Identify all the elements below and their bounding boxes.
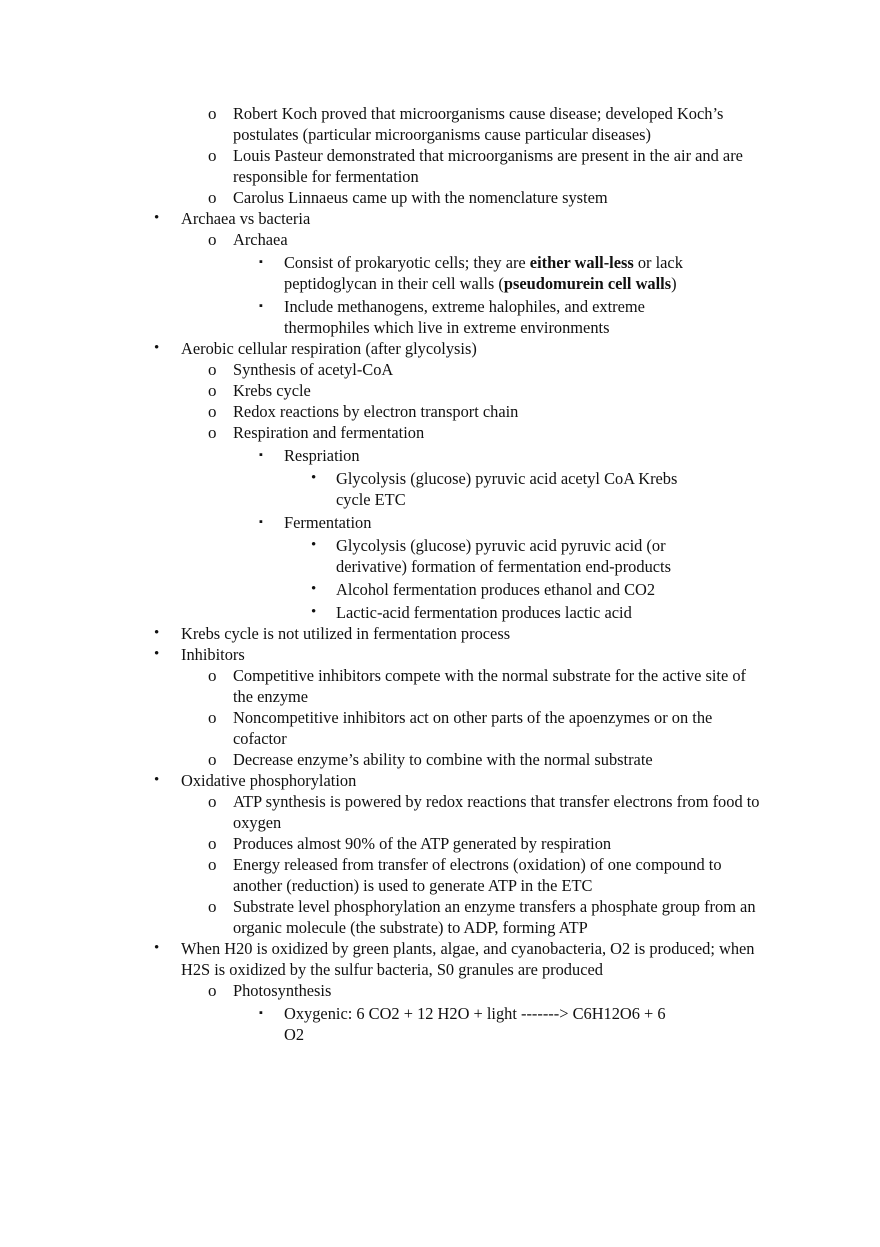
circle-bullet-icon: o [208,981,217,1000]
outline-item-level-2 [208,103,763,145]
dot-bullet-icon: • [311,581,317,597]
dot-bullet-icon: • [311,604,317,620]
circle-bullet-icon: o [208,402,217,421]
circle-bullet-icon: o [208,750,217,769]
outline-item-level-2 [208,665,763,707]
outline-item-level-4 [311,468,706,510]
outline-item-level-2 [208,380,763,401]
outline-item-text: Inhibitors [181,645,245,664]
outline-item-text: ATP synthesis is powered by redox reactions that transfer electrons from food to oxygen [233,792,760,832]
square-bullet-icon: ▪ [259,449,263,461]
outline-item-level-3 [259,1003,684,1045]
circle-bullet-icon: o [208,381,217,400]
outline-item-text: Oxygenic: 6 CO2 + 12 H2O + light -------> C6H12O6 + 6 O2 [284,1004,666,1044]
outline-item-level-1 [154,644,761,665]
outline-item-text: Redox reactions by electron transport chain [233,402,519,421]
text-run: Consist of prokaryotic cells; they are [284,253,530,272]
outline-item-level-3 [259,252,684,294]
outline-item-text: Aerobic cellular respiration (after glycolysis) [181,339,477,358]
circle-bullet-icon: o [208,423,217,442]
outline-item-level-1 [154,208,761,229]
square-bullet-icon: ▪ [259,1007,263,1019]
square-bullet-icon: ▪ [259,300,263,312]
outline-item-text: Archaea vs bacteria [181,209,311,228]
outline-item-text: Fermentation [284,513,372,532]
outline-item-level-2 [208,896,763,938]
outline-item-text: Lactic-acid fermentation produces lactic acid [336,603,632,622]
outline-item-text: Carolus Linnaeus came up with the nomenclature system [233,188,608,207]
outline-item-level-1 [154,770,761,791]
bold-term: pseudomurein cell walls [503,274,672,293]
bold-term: either wall-less [529,253,634,272]
outline-item-level-2 [208,145,763,187]
square-bullet-icon: ▪ [259,256,263,268]
circle-bullet-icon: o [208,146,217,165]
notes-outline [0,103,880,1045]
outline-item-text: Louis Pasteur demonstrated that microorganisms are present in the air and are responsible for fermentation [233,146,743,186]
dot-bullet-icon: • [311,537,317,553]
circle-bullet-icon: o [208,188,217,207]
outline-item-level-2 [208,980,763,1001]
text-run: ) [671,274,677,293]
circle-bullet-icon: o [208,834,217,853]
circle-bullet-icon: o [208,360,217,379]
bullet-icon: • [154,940,160,956]
outline-item-level-3 [259,445,684,466]
outline-item-level-3 [259,296,684,338]
outline-item-level-2 [208,187,763,208]
outline-item-text: Energy released from transfer of electrons (oxidation) of one compound to another (reduction) is used to generate ATP in the ETC [233,855,722,895]
outline-item-text: Substrate level phosphorylation an enzyme transfers a phosphate group from an organic molecule (the substrate) to ADP, forming ATP [233,897,756,937]
outline-item-text: When H20 is oxidized by green plants, algae, and cyanobacteria, O2 is produced; when H2S is oxidized by the sulfur bacteria, S0 granules are produced [181,939,755,979]
outline-item-level-2 [208,854,763,896]
outline-item-text: Respiration and fermentation [233,423,425,442]
outline-item-level-2 [208,749,763,770]
square-bullet-icon: ▪ [259,516,263,528]
circle-bullet-icon: o [208,666,217,685]
outline-item-level-2 [208,359,763,380]
outline-item-text: Alcohol fermentation produces ethanol and CO2 [336,580,656,599]
outline-item-text: Competitive inhibitors compete with the normal substrate for the active site of the enzyme [233,666,746,706]
outline-item-text: Krebs cycle [233,381,311,400]
outline-item-level-1 [154,623,761,644]
outline-item-text: Produces almost 90% of the ATP generated by respiration [233,834,612,853]
bullet-icon: • [154,625,160,641]
bullet-icon: • [154,340,160,356]
outline-item-text: Include methanogens, extreme halophiles, and extreme thermophiles which live in extreme environments [284,297,645,337]
circle-bullet-icon: o [208,897,217,916]
outline-item-level-2 [208,707,763,749]
outline-item-text: Photosynthesis [233,981,332,1000]
outline-item-text: Respriation [284,446,360,465]
outline-item-level-3 [259,512,684,533]
outline-item-text: Robert Koch proved that microorganisms cause disease; developed Koch’s postulates (particular microorganisms cause particular diseases) [233,104,724,144]
circle-bullet-icon: o [208,708,217,727]
bullet-icon: • [154,772,160,788]
outline-item-text: Krebs cycle is not utilized in fermentation process [181,624,511,643]
outline-item-level-2 [208,401,763,422]
outline-item-level-2 [208,833,763,854]
circle-bullet-icon: o [208,792,217,811]
outline-item-level-1 [154,938,761,980]
outline-item-text: Glycolysis (glucose) pyruvic acid pyruvic acid (or derivative) formation of fermentation end-products [336,536,671,576]
outline-item-level-2 [208,791,763,833]
outline-item-level-1 [154,338,761,359]
outline-item-level-2 [208,422,763,443]
outline-item-level-4 [311,602,706,623]
outline-item-level-2 [208,229,763,250]
outline-item-text: Archaea [233,230,288,249]
circle-bullet-icon: o [208,104,217,123]
outline-item-text: Synthesis of acetyl-CoA [233,360,394,379]
dot-bullet-icon: • [311,470,317,486]
circle-bullet-icon: o [208,855,217,874]
text-run: or lack peptidoglycan in their cell walls ( [284,253,683,293]
outline-item-level-4 [311,579,706,600]
outline-item-text: Noncompetitive inhibitors act on other parts of the apoenzymes or on the cofactor [233,708,713,748]
circle-bullet-icon: o [208,230,217,249]
bullet-icon: • [154,646,160,662]
outline-item-level-4 [311,535,706,577]
outline-item-text: Glycolysis (glucose) pyruvic acid acetyl CoA Krebs cycle ETC [336,469,678,509]
outline-item-text: Oxidative phosphorylation [181,771,357,790]
bullet-icon: • [154,210,160,226]
outline-item-text [284,253,683,293]
outline-item-text: Decrease enzyme’s ability to combine with the normal substrate [233,750,653,769]
